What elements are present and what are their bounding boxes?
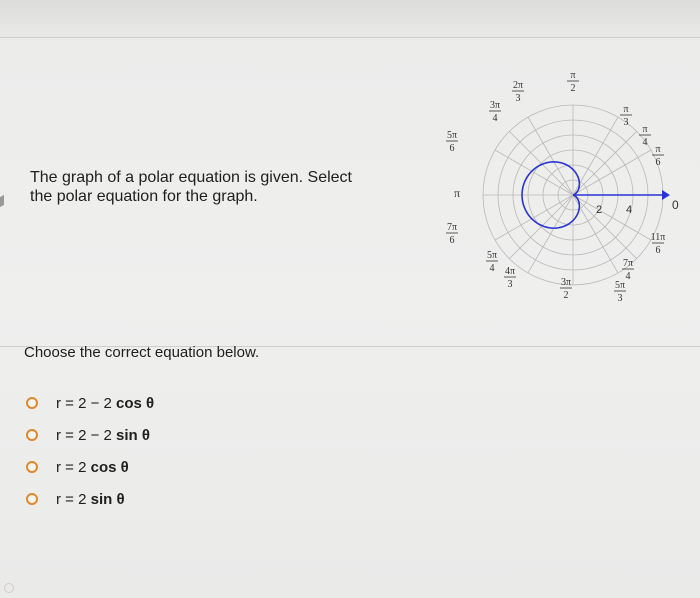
svg-text:11π: 11π [650,232,666,243]
option-d[interactable] [26,488,125,510]
svg-text:3π: 3π [560,277,572,288]
option-d-label: r = 2 sin θ [56,490,125,508]
svg-text:3: 3 [623,117,629,128]
svg-text:3: 3 [617,293,623,304]
angle-label [560,277,572,301]
svg-text:3: 3 [507,279,513,290]
svg-text:π: π [570,70,576,81]
svg-text:2π: 2π [512,80,524,91]
prompt-text: Choose the correct equation below. [24,344,260,361]
option-c-label: r = 2 cos θ [56,458,129,476]
angle-label [651,232,666,256]
svg-text:4: 4 [489,263,495,274]
corner-dot [4,583,14,593]
question-line-1: The graph of a polar equation is given. Select [30,169,352,186]
angle-label [446,130,458,154]
radio-b[interactable] [26,429,38,441]
svg-text:7π: 7π [622,258,634,269]
radio-c[interactable] [26,461,38,473]
angle-label [512,80,524,104]
svg-text:π: π [623,104,629,115]
angle-label [446,222,458,246]
question-text [30,168,400,206]
top-rule [0,37,700,38]
polar-graph [440,70,700,330]
svg-text:6: 6 [449,235,455,246]
radius-label-4: 4 [626,204,633,216]
option-a[interactable] [26,392,154,414]
angle-label [620,104,632,128]
grid-ray [573,150,651,195]
svg-text:π: π [642,124,648,135]
svg-text:4: 4 [625,271,631,282]
grid-ray [573,195,651,240]
angle-label [567,70,579,94]
grid-ray [495,195,573,240]
angle-label [489,100,501,124]
svg-text:3π: 3π [489,100,501,111]
option-b-label: r = 2 − 2 sin θ [56,426,150,444]
top-bar [0,0,700,40]
svg-text:4π: 4π [504,266,516,277]
radius-label-2: 2 [596,204,603,216]
svg-text:2: 2 [570,83,576,94]
svg-text:π: π [655,144,661,155]
pi-label: π [454,186,461,200]
question-line-2: the polar equation for the graph. [30,188,258,205]
svg-text:5π: 5π [446,130,458,141]
svg-text:6: 6 [655,245,661,256]
grid-ray [573,131,637,195]
left-edge-mark [0,195,4,207]
grid-ray [495,150,573,195]
option-b[interactable] [26,424,150,446]
angle-label [486,250,498,274]
svg-text:6: 6 [449,143,455,154]
grid-ray [528,117,573,195]
svg-text:5π: 5π [614,280,626,291]
svg-text:7π: 7π [446,222,458,233]
option-a-label: r = 2 − 2 cos θ [56,394,155,412]
angle-label [622,258,634,282]
grid-ray [528,195,573,273]
angle-label [614,280,626,304]
svg-text:3: 3 [515,93,521,104]
svg-text:4: 4 [642,137,648,148]
svg-text:6: 6 [655,157,661,168]
option-c[interactable] [26,456,129,478]
zero-label: 0 [672,198,679,212]
svg-text:5π: 5π [486,250,498,261]
polar-axis-arrow [662,190,670,200]
radio-d[interactable] [26,493,38,505]
svg-text:4: 4 [492,113,498,124]
radio-a[interactable] [26,397,38,409]
svg-text:2: 2 [563,290,569,301]
angle-label [504,266,516,290]
